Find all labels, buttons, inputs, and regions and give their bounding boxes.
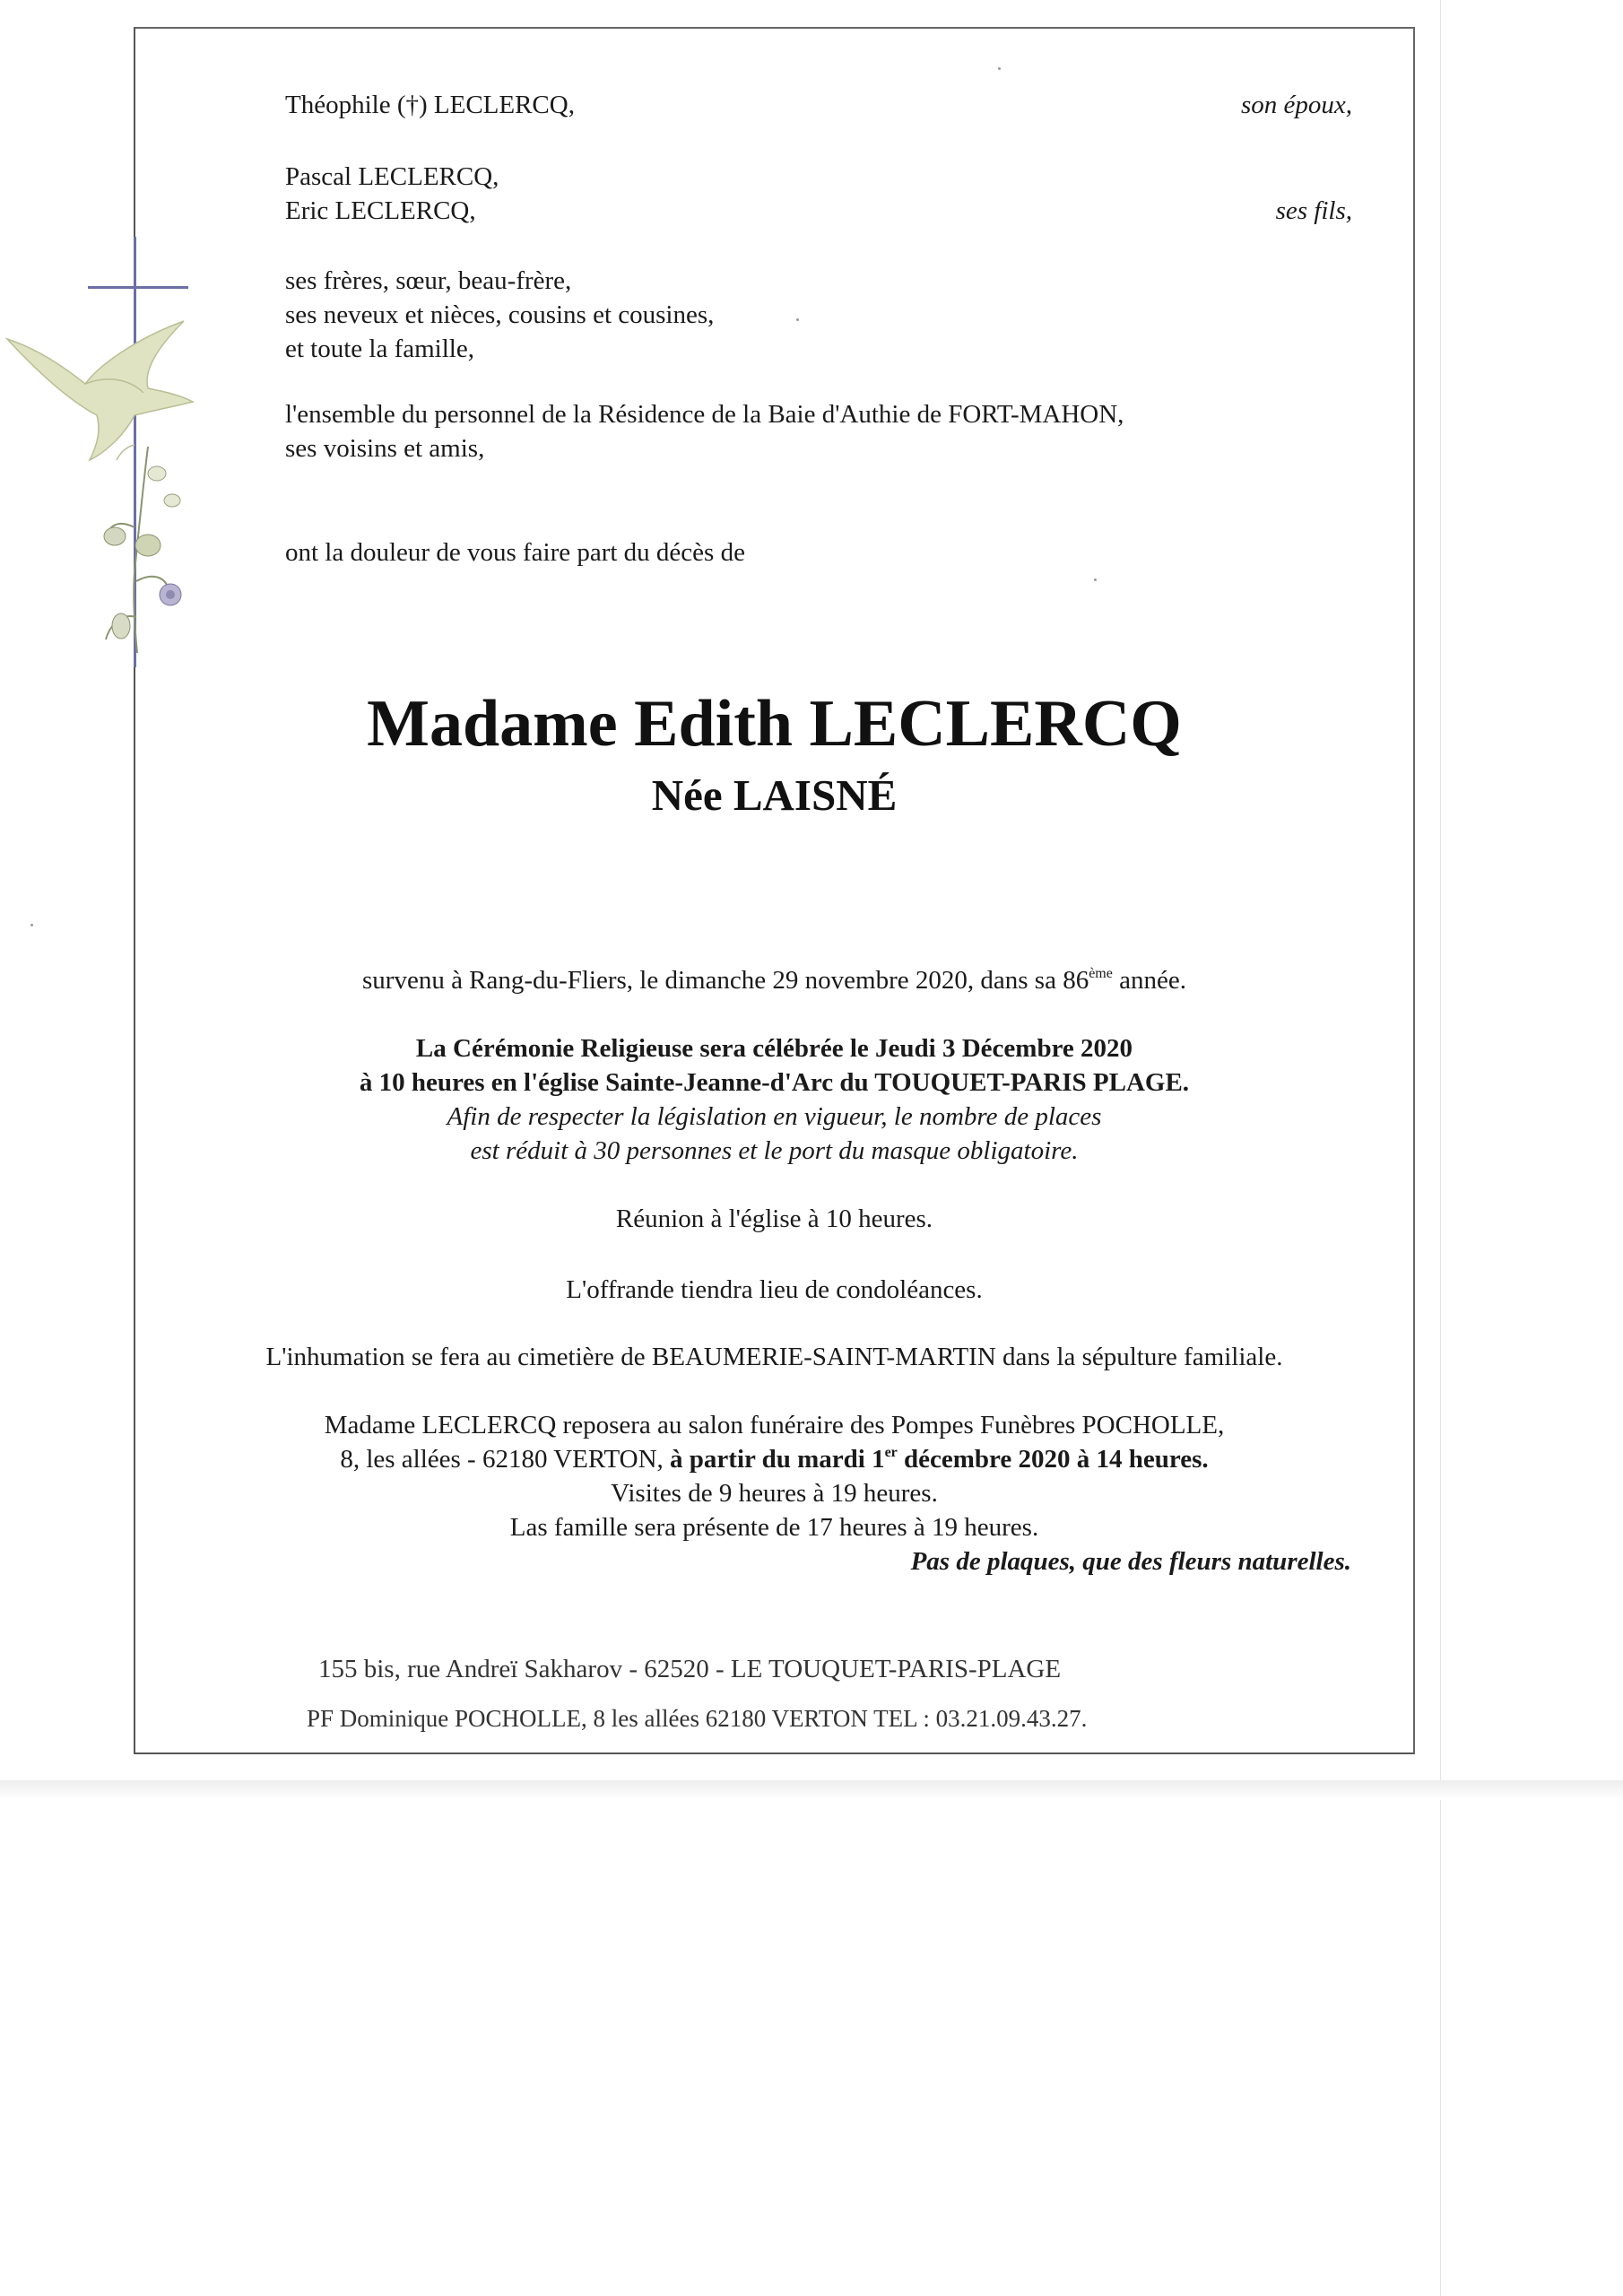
scan-speck	[998, 67, 1001, 70]
staff-line: ses voisins et amis,	[285, 434, 485, 463]
ceremony-note: Afin de respecter la législation en vigueur, le nombre de places	[447, 1102, 1102, 1131]
cross-dove-flower-illustration	[0, 231, 215, 680]
relatives-line: ses neveux et nièces, cousins et cousines,	[285, 300, 715, 329]
visiting-hours: Visites de 9 heures à 19 heures.	[611, 1479, 938, 1508]
viewing-start: à partir du mardi 1	[670, 1445, 885, 1474]
husband-role: son époux,	[1240, 91, 1352, 119]
ceremony-line: à 10 heures en l'église Sainte-Jeanne-d'Arc du TOUQUET-PARIS PLAGE.	[359, 1068, 1190, 1097]
burial-text: L'inhumation se fera au cimetière de BEAUMERIE-SAINT-MARTIN dans la sépulture familiale.	[265, 1343, 1283, 1371]
cross-horizontal-bar	[88, 286, 188, 289]
viewing-start-end: décembre 2020 à 14 heures.	[897, 1445, 1209, 1474]
sons-role: ses fils,	[1275, 196, 1352, 225]
ordinal-suffix: ème	[1089, 966, 1113, 981]
viewing-line	[134, 1442, 1415, 1476]
address-line: 155 bis, rue Andreï Sakharov - 62520 - LE TOUQUET-PARIS-PLAGE	[318, 1655, 1062, 1683]
relatives-line: et toute la famille,	[285, 335, 474, 363]
offering-text: L'offrande tiendra lieu de condoléances.	[566, 1275, 983, 1304]
flowers-note: Pas de plaques, que des fleurs naturelles.	[910, 1547, 1351, 1576]
ceremony-note: est réduit à 30 personnes et le port du masque obligatoire.	[470, 1136, 1079, 1165]
relatives-line: ses frères, sœur, beau-frère,	[285, 266, 572, 295]
death-text: survenu à Rang-du-Fliers, le dimanche 29 novembre 2020, dans sa 86	[362, 966, 1089, 995]
viewing-line: Madame LECLERCQ reposera au salon funéraire des Pompes Funèbres POCHOLLE,	[324, 1411, 1225, 1439]
dove-icon	[7, 321, 193, 460]
scan-speck	[30, 924, 33, 926]
death-details	[134, 963, 1415, 997]
reunion-text: Réunion à l'église à 10 heures.	[615, 1205, 933, 1233]
scan-speck	[796, 318, 799, 321]
son-name: Pascal LECLERCQ,	[285, 162, 499, 191]
family-presence: Las famille sera présente de 17 heures à 19 heures.	[509, 1513, 1039, 1542]
flower-icon	[104, 447, 181, 653]
staff-line: l'ensemble du personnel de la Résidence de la Baie d'Authie de FORT-MAHON,	[285, 400, 1124, 429]
husband-name: Théophile (†) LECLERCQ,	[285, 91, 575, 119]
scan-speck	[1094, 578, 1097, 581]
undertaker-line: PF Dominique POCHOLLE, 8 les allées 62180 VERTON TEL : 03.21.09.43.27.	[307, 1705, 1088, 1732]
viewing-address: 8, les allées - 62180 VERTON,	[340, 1445, 671, 1474]
scan-shadow	[0, 1780, 1623, 1800]
ceremony-line: La Cérémonie Religieuse sera célébrée le Jeudi 3 Décembre 2020	[415, 1034, 1133, 1063]
death-text-end: année.	[1112, 966, 1186, 995]
ordinal-suffix: er	[884, 1445, 898, 1460]
son-name: Eric LECLERCQ,	[285, 196, 476, 225]
announcement-text: ont la douleur de vous faire part du décès de	[285, 538, 745, 567]
maiden-name: Née LAISNÉ	[651, 770, 898, 820]
deceased-name: Madame Edith LECLERCQ	[367, 687, 1182, 761]
scan-edge	[1440, 0, 1441, 2296]
